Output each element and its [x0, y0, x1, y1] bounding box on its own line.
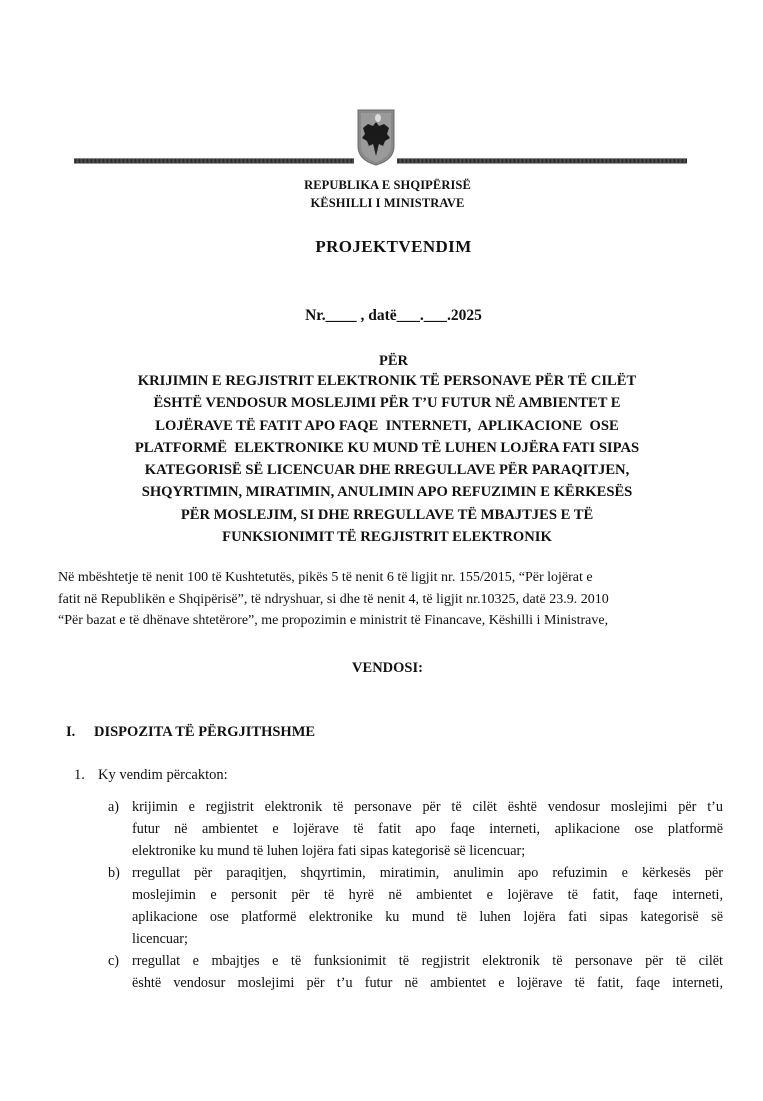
item-label: c): [108, 953, 120, 969]
section-heading: [66, 724, 315, 741]
clause-items: [108, 796, 723, 994]
item-line: rregullat për paraqitjen, shqyrtimin, miratimin, anulimin apo refuzimin e kërkesës për: [132, 865, 723, 881]
subject-line: LOJËRAVE TË FATIT APO FAQE INTERNETI, APLIKACIONE OSE: [155, 417, 619, 434]
albanian-emblem-icon: [357, 108, 395, 166]
subject-line: SHQYRTIMIN, MIRATIMIN, ANULIMIN APO REFUZIMIN E KËRKESËS: [141, 484, 633, 501]
subject-preposition: PËR: [379, 353, 408, 369]
item-line: krijimin e regjistrit elektronik të personave për të cilët është vendosur moslejimi për t’u: [132, 799, 723, 815]
issuing-authority: [0, 176, 763, 212]
item-line: moslejimin e personit për të hyrë në ambientet e lojërave të fatit, faqe interneti,: [132, 887, 723, 903]
subject-line: PËR MOSLEJIM, SI DHE RREGULLAVE TË MBAJTJES E TË: [180, 506, 594, 523]
item-line: futur në ambientet e lojërave të fatit apo faqe interneti, aplikacione ose platformë: [132, 821, 723, 837]
preamble-line: Në mbështetje të nenit 100 të Kushtetutës, pikës 5 të nenit 6 të ligjit nr. 155/2015, “Për lojërat e: [58, 570, 593, 585]
document-number-date: Nr.____ , datë___.___.2025: [305, 307, 482, 324]
preamble-line: “Për bazat e të dhënave shtetërore”, me propozimin e ministrit të Financave, Këshilli i Ministrave,: [58, 613, 609, 628]
preamble-paragraph: [58, 567, 718, 632]
list-item-c: [108, 950, 723, 994]
institution-name: KËSHILLI I MINISTRAVE: [310, 196, 465, 210]
subject-line: KRIJIMIN E REGJISTRIT ELEKTRONIK TË PERSONAVE PËR TË CILËT: [137, 373, 637, 389]
list-item-a: [108, 796, 723, 862]
item-line: elektronike ku mund të luhen lojëra fati sipas kategorisë së licencuar;: [132, 843, 526, 859]
preamble-line: fatit në Republikën e Shqipërisë”, të ndryshuar, si dhe të nenit 4, të ligjit nr.10325, datë 23.9. 2010: [58, 591, 609, 607]
document-subject: [100, 370, 674, 548]
section-title: DISPOZITA TË PËRGJITHSHME: [94, 724, 316, 740]
clause-1: [74, 767, 228, 784]
header-rule-right: [397, 158, 687, 164]
header-rule-left: [74, 158, 354, 164]
subject-line: PLATFORMË ELEKTRONIKE KU MUND TË LUHEN LOJËRA FATI SIPAS: [134, 439, 640, 456]
subject-line: FUNKSIONIMIT TË REGJISTRIT ELEKTRONIK: [222, 529, 552, 546]
decision-heading: VENDOSI:: [352, 660, 423, 676]
subject-line: KATEGORISË SË LICENCUAR DHE RREGULLAVE PËR PARAQITJEN,: [144, 462, 630, 479]
item-text: [132, 862, 723, 950]
country-name: REPUBLIKA E SHQIPËRISË: [304, 178, 471, 192]
item-text: [132, 796, 723, 862]
section-number: I.: [66, 724, 76, 740]
item-text: [132, 950, 723, 994]
item-label: b): [108, 865, 120, 881]
item-line: licencuar;: [132, 931, 188, 947]
item-line: është vendosur moslejimi për t’u futur në ambientet e lojërave të fatit, faqe interneti,: [132, 975, 723, 991]
clause-text: Ky vendim përcakton:: [98, 767, 228, 783]
subject-line: ËSHTË VENDOSUR MOSLEJIMI PËR T’U FUTUR NË AMBIENTET E: [153, 395, 621, 412]
document-title: PROJEKTVENDIM: [315, 237, 472, 256]
clause-number: 1.: [74, 767, 85, 783]
item-line: aplikacione ose platformë elektronike ku mund të luhen lojëra fati sipas kategorisë së: [132, 909, 723, 925]
list-item-b: [108, 862, 723, 950]
item-label: a): [108, 799, 120, 815]
item-line: rregullat e mbajtjes e të funksionimit të regjistrit elektronik të personave për të cilët: [132, 953, 723, 969]
